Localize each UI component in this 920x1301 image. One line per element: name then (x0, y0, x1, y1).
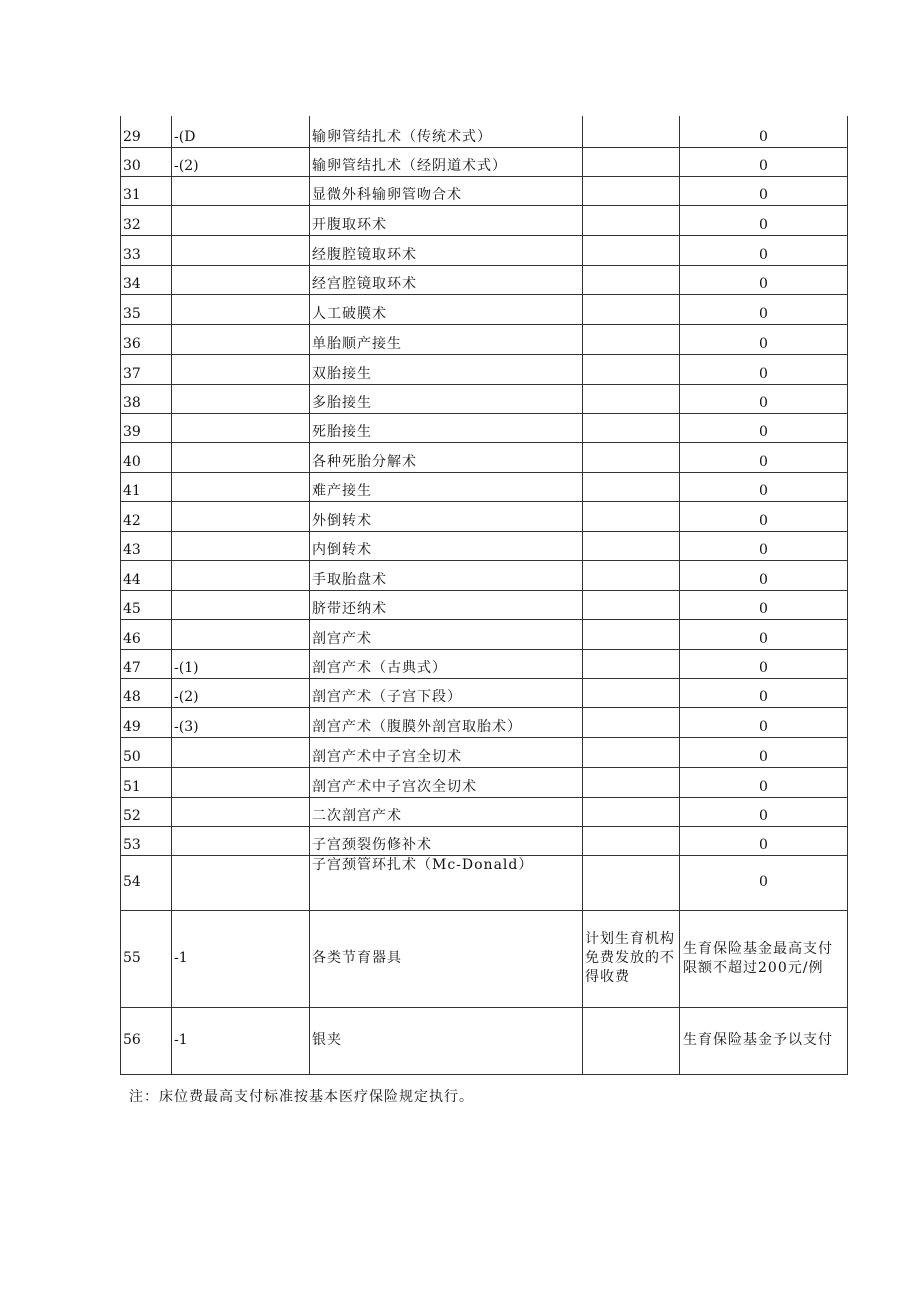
row-code (172, 265, 310, 294)
footnote: 注：床位费最高支付标准按基本医疗保险规定执行。 (129, 1089, 474, 1105)
row-value: 0 (680, 560, 848, 590)
row-number: 39 (121, 413, 172, 442)
row-value: 0 (680, 442, 848, 472)
row-item-name: 开腹取环术 (310, 205, 583, 235)
row-note (583, 265, 680, 294)
table-row (121, 797, 848, 826)
row-value: 0 (680, 472, 848, 501)
row-item-name: 剖宫产术（腹膜外剖宫取胎术） (310, 707, 583, 737)
row-note (583, 413, 680, 442)
table-row (121, 294, 848, 324)
row-value: 0 (680, 235, 848, 265)
row-code (172, 855, 310, 910)
table-row (121, 176, 848, 205)
row-code (172, 737, 310, 767)
row-value: 0 (680, 855, 848, 910)
table-row (121, 324, 848, 354)
table-row (121, 1007, 848, 1074)
fee-table (120, 116, 848, 1075)
row-code (172, 384, 310, 413)
row-note (583, 324, 680, 354)
row-number: 34 (121, 265, 172, 294)
table-row (121, 590, 848, 619)
table-row (121, 855, 848, 910)
table-row (121, 826, 848, 855)
row-value: 0 (680, 826, 848, 855)
row-code (172, 531, 310, 560)
row-code: -1 (172, 910, 310, 1007)
table-row (121, 413, 848, 442)
row-code (172, 619, 310, 649)
table-row (121, 384, 848, 413)
row-number: 38 (121, 384, 172, 413)
table-row (121, 205, 848, 235)
row-item-name: 经腹腔镜取环术 (310, 235, 583, 265)
table-row (121, 265, 848, 294)
row-item-name: 剖宫产术（古典式） (310, 649, 583, 678)
row-note: 计划生育机构免费发放的不得收费 (583, 910, 680, 1007)
row-item-name: 单胎顺产接生 (310, 324, 583, 354)
row-number: 49 (121, 707, 172, 737)
row-number: 31 (121, 176, 172, 205)
row-value: 生育保险基金予以支付 (680, 1007, 848, 1074)
row-item-name: 各类节育器具 (310, 910, 583, 1007)
row-code (172, 590, 310, 619)
row-code (172, 205, 310, 235)
table-row (121, 707, 848, 737)
row-note (583, 294, 680, 324)
row-item-name: 多胎接生 (310, 384, 583, 413)
table-row (121, 147, 848, 176)
row-number: 41 (121, 472, 172, 501)
row-item-name: 银夹 (310, 1007, 583, 1074)
row-value: 0 (680, 354, 848, 384)
row-code (172, 354, 310, 384)
row-note (583, 737, 680, 767)
row-item-name: 二次剖宫产术 (310, 797, 583, 826)
row-value: 0 (680, 324, 848, 354)
row-code (172, 501, 310, 531)
table-row (121, 472, 848, 501)
row-value: 0 (680, 619, 848, 649)
row-number: 54 (121, 855, 172, 910)
row-item-name: 各种死胎分解术 (310, 442, 583, 472)
row-number: 53 (121, 826, 172, 855)
row-value: 0 (680, 413, 848, 442)
row-note (583, 590, 680, 619)
row-number: 55 (121, 910, 172, 1007)
row-number: 37 (121, 354, 172, 384)
row-note (583, 649, 680, 678)
table-row (121, 235, 848, 265)
table-row (121, 442, 848, 472)
row-number: 40 (121, 442, 172, 472)
row-note (583, 560, 680, 590)
row-value: 0 (680, 590, 848, 619)
row-note (583, 442, 680, 472)
row-value: 0 (680, 294, 848, 324)
row-number: 51 (121, 767, 172, 797)
row-note (583, 176, 680, 205)
row-item-name: 剖宫产术中子宫全切术 (310, 737, 583, 767)
row-value: 0 (680, 678, 848, 707)
row-number: 33 (121, 235, 172, 265)
row-item-name: 人工破膜术 (310, 294, 583, 324)
row-item-name: 子宫颈管环扎术（Mc-Donald） (310, 855, 583, 910)
row-item-name: 内倒转术 (310, 531, 583, 560)
row-value: 0 (680, 147, 848, 176)
row-code: -(3) (172, 707, 310, 737)
row-number: 45 (121, 590, 172, 619)
row-note (583, 235, 680, 265)
table-row (121, 767, 848, 797)
row-value: 0 (680, 531, 848, 560)
row-value: 0 (680, 501, 848, 531)
row-item-name: 手取胎盘术 (310, 560, 583, 590)
row-code: -(2) (172, 147, 310, 176)
row-code (172, 324, 310, 354)
row-number: 36 (121, 324, 172, 354)
row-item-name: 剖宫产术（子宫下段） (310, 678, 583, 707)
table-row (121, 737, 848, 767)
row-value: 0 (680, 265, 848, 294)
row-code (172, 294, 310, 324)
row-value: 0 (680, 767, 848, 797)
row-code: -(2) (172, 678, 310, 707)
row-code (172, 176, 310, 205)
row-item-name: 输卵管结扎术（传统术式） (310, 116, 583, 147)
row-value: 0 (680, 116, 848, 147)
table-row (121, 910, 848, 1007)
row-code: -(D (172, 116, 310, 147)
row-code (172, 826, 310, 855)
row-number: 48 (121, 678, 172, 707)
row-value: 0 (680, 707, 848, 737)
row-code: -1 (172, 1007, 310, 1074)
table-row (121, 501, 848, 531)
row-note (583, 826, 680, 855)
row-number: 50 (121, 737, 172, 767)
row-note (583, 707, 680, 737)
row-code (172, 560, 310, 590)
row-note (583, 1007, 680, 1074)
row-note (583, 678, 680, 707)
row-code (172, 442, 310, 472)
row-note (583, 147, 680, 176)
row-item-name: 输卵管结扎术（经阴道术式） (310, 147, 583, 176)
row-item-name: 外倒转术 (310, 501, 583, 531)
row-number: 32 (121, 205, 172, 235)
row-code (172, 413, 310, 442)
row-note (583, 384, 680, 413)
row-item-name: 双胎接生 (310, 354, 583, 384)
row-note (583, 354, 680, 384)
row-number: 43 (121, 531, 172, 560)
row-note (583, 501, 680, 531)
row-value: 0 (680, 649, 848, 678)
row-number: 42 (121, 501, 172, 531)
table-row (121, 531, 848, 560)
row-number: 47 (121, 649, 172, 678)
row-code: -(1) (172, 649, 310, 678)
table-row (121, 560, 848, 590)
table-row (121, 354, 848, 384)
row-code (172, 797, 310, 826)
row-value: 0 (680, 205, 848, 235)
row-value: 生育保险基金最高支付限额不超过200元/例 (680, 910, 848, 1007)
row-value: 0 (680, 176, 848, 205)
row-value: 0 (680, 384, 848, 413)
row-note (583, 116, 680, 147)
row-item-name: 显微外科输卵管吻合术 (310, 176, 583, 205)
row-number: 56 (121, 1007, 172, 1074)
row-value: 0 (680, 797, 848, 826)
row-item-name: 难产接生 (310, 472, 583, 501)
row-item-name: 脐带还纳术 (310, 590, 583, 619)
row-number: 30 (121, 147, 172, 176)
row-code (172, 472, 310, 501)
row-note (583, 619, 680, 649)
row-code (172, 235, 310, 265)
row-note (583, 767, 680, 797)
row-number: 52 (121, 797, 172, 826)
row-note (583, 472, 680, 501)
table-row (121, 116, 848, 147)
row-item-name: 死胎接生 (310, 413, 583, 442)
row-note (583, 205, 680, 235)
row-note (583, 797, 680, 826)
table-row (121, 649, 848, 678)
row-note (583, 855, 680, 910)
row-item-name: 剖宫产术 (310, 619, 583, 649)
table-row (121, 678, 848, 707)
row-number: 44 (121, 560, 172, 590)
row-item-name: 经宫腔镜取环术 (310, 265, 583, 294)
row-number: 29 (121, 116, 172, 147)
row-note (583, 531, 680, 560)
row-item-name: 剖宫产术中子宫次全切术 (310, 767, 583, 797)
table-row (121, 619, 848, 649)
row-item-name: 子宫颈裂伤修补术 (310, 826, 583, 855)
row-number: 46 (121, 619, 172, 649)
row-value: 0 (680, 737, 848, 767)
row-code (172, 767, 310, 797)
row-number: 35 (121, 294, 172, 324)
